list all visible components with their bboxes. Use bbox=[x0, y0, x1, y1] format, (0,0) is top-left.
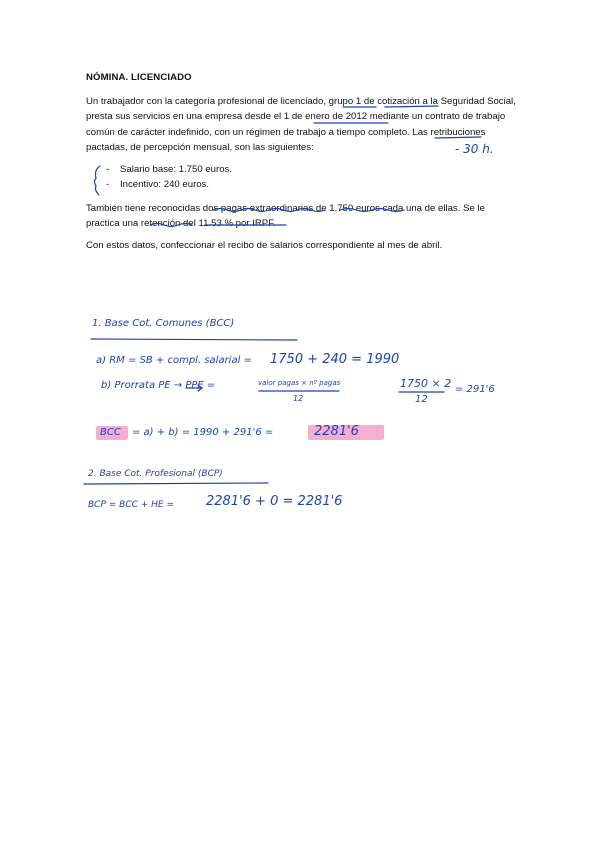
printed-text bbox=[86, 70, 516, 259]
paragraph-3: Con estos datos, confeccionar el recibo de salarios correspondiente al mes de abril. bbox=[86, 239, 443, 251]
line-b-result: = 291'6 bbox=[455, 384, 495, 395]
line-b-calc-numerator: 1750 × 2 bbox=[400, 377, 452, 390]
line-a-label: a) RM = SB + compl. salarial = bbox=[96, 355, 252, 366]
section-2-title: 2. Base Cot. Profesional (BCP) bbox=[88, 469, 223, 479]
paragraph-2: También tiene reconocidas dos pagas extraordinarias de 1.750 euros cada una de ellas. Se le practica una retención del 11.53 % por IRPF. bbox=[86, 202, 485, 229]
side-note: - 30 h. bbox=[455, 142, 494, 156]
line-a-calc: 1750 + 240 = 1990 bbox=[270, 352, 400, 367]
section-1-title: 1. Base Cot. Comunes (BCC) bbox=[92, 318, 235, 329]
bcc-label: BCC bbox=[100, 427, 121, 438]
line-b-calc-denominator: 12 bbox=[415, 394, 428, 405]
paragraph-1: Un trabajador con la categoría profesional de licenciado, grupo 1 de cotización a la Seguridad Social, presta sus servicios en una empresa desde el 1 de enero de 2012 mediante un contrato de trabajo común de carácter indefinido, con un régimen de trabajo a tiempo completo. Las retribuciones pactadas, de percepción mensual, son las siguientes: bbox=[86, 95, 516, 153]
bcp-calc: 2281'6 + 0 = 2281'6 bbox=[206, 494, 343, 509]
bcc-calc: = a) + b) = 1990 + 291'6 = bbox=[132, 427, 274, 438]
salary-list bbox=[106, 162, 516, 193]
line-b-fraction-denominator: 12 bbox=[293, 394, 304, 403]
line-b-label: b) Prorrata PE → PPE = bbox=[101, 380, 216, 391]
document-title: NÓMINA. LICENCIADO bbox=[86, 72, 192, 83]
list-item: - Salario base: 1.750 euros. bbox=[106, 162, 516, 178]
bcc-result: 2281'6 bbox=[314, 424, 359, 439]
list-item: - Incentivo: 240 euros. bbox=[106, 177, 516, 193]
line-b-fraction-numerator: valor pagas × nº pagas bbox=[258, 379, 341, 387]
bcp-label: BCP = BCC + HE = bbox=[88, 500, 175, 510]
